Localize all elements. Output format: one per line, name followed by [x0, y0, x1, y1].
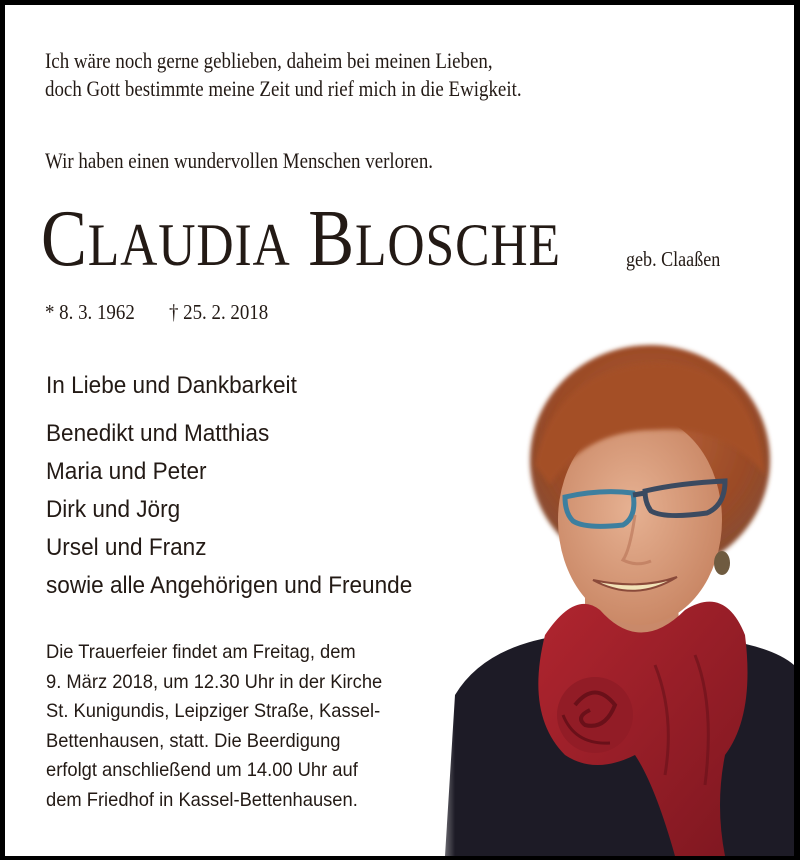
portrait-photo [425, 335, 794, 856]
mourners-block [46, 367, 412, 605]
deceased-name [41, 195, 561, 285]
last-name-rest: LOSCHE [355, 212, 561, 278]
service-line: erfolgt anschließend um 14.00 Uhr auf [46, 759, 358, 781]
first-name-initial: C [41, 195, 88, 283]
verse-line-1: Ich wäre noch gerne geblieben, daheim bei meinen Lieben, [45, 48, 493, 73]
service-line: St. Kunigundis, Leipziger Straße, Kassel- [46, 700, 381, 722]
verse-line-2: doch Gott bestimmte meine Zeit und rief mich in die Ewigkeit. [45, 76, 522, 101]
mourner-line: Ursel und Franz [46, 534, 207, 561]
service-line: 9. März 2018, um 12.30 Uhr in der Kirche [46, 670, 383, 693]
death-date: † 25. 2. 2018 [168, 300, 269, 324]
verse [45, 47, 522, 103]
service-details [46, 638, 382, 815]
first-name-rest: LAUDIA [87, 212, 291, 278]
mourners-intro: In Liebe und Dankbarkeit [46, 372, 297, 399]
service-line: Bettenhausen, statt. Die Beerdigung [46, 729, 341, 752]
obituary-notice [5, 5, 794, 856]
life-dates [45, 300, 268, 325]
mourner-line: Benedikt und Matthias [46, 420, 270, 447]
maiden-name: geb. Claaßen [626, 247, 721, 271]
portrait-image [425, 335, 794, 856]
mourner-line: sowie alle Angehörigen und Freunde [46, 572, 413, 599]
mourner-line: Maria und Peter [46, 458, 207, 485]
mourner-line: Dirk und Jörg [46, 496, 181, 523]
birth-date: * 8. 3. 1962 [45, 300, 135, 324]
lost-statement: Wir haben einen wundervollen Menschen verloren. [45, 148, 434, 173]
service-line: Die Trauerfeier findet am Freitag, dem [46, 641, 356, 663]
service-line: dem Friedhof in Kassel-Bettenhausen. [46, 788, 358, 811]
last-name-initial: B [308, 195, 356, 283]
